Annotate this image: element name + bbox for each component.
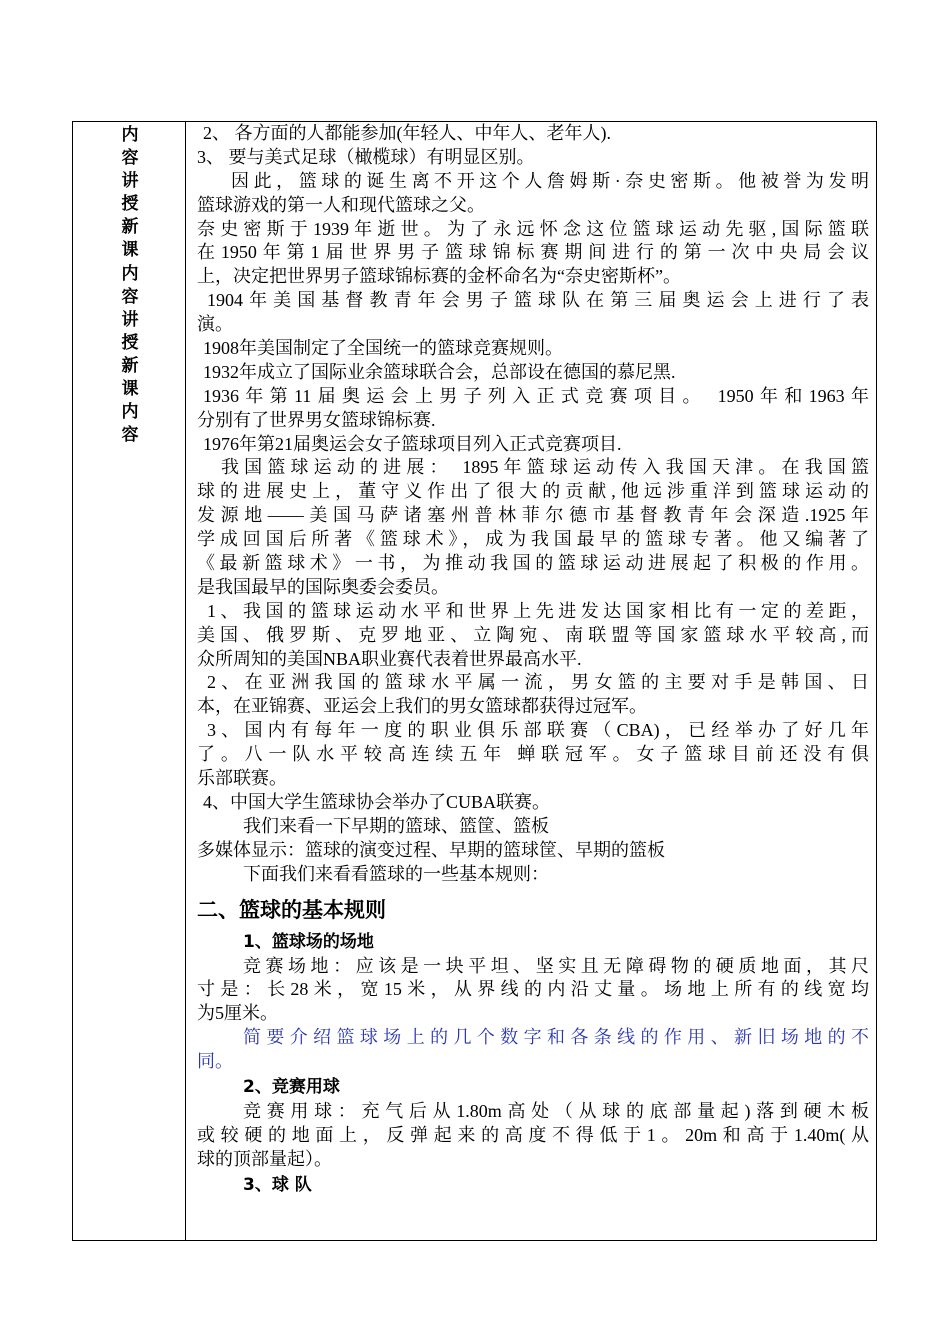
paragraph	[197, 456, 869, 599]
text-line: 1932年成立了国际业余篮球联合会，总部设在德国的慕尼黑.	[203, 361, 676, 382]
text-line: 在1950年第1届世界男子篮球锦标赛期间进行的第一次中央局会议	[197, 242, 869, 263]
paragraph	[197, 218, 869, 290]
text-line: 1976年第21届奥运会女子篮球项目列入正式竞赛项目.	[203, 433, 622, 454]
paragraph	[197, 600, 869, 672]
text-line: 发源地——美国马萨诸塞州普林菲尔德市基督教青年会深造.1925年	[197, 505, 869, 526]
paragraph	[197, 1026, 869, 1074]
intro-paragraphs	[197, 122, 869, 887]
side-label-char: 讲	[121, 171, 139, 192]
text-line: 是我国最早的国际奥委会委员。	[197, 576, 449, 597]
text-line: 我国篮球运动的进展： 1895年篮球运动传入我国天津。在我国篮	[221, 457, 869, 478]
text-line: 演。	[197, 314, 233, 335]
court-paragraphs	[197, 955, 869, 1074]
text-line: 学成回国后所著《篮球术》，成为我国最早的篮球专著。他又编著了	[197, 529, 869, 550]
side-label-cell	[73, 122, 186, 1240]
ball-paragraphs	[197, 1100, 869, 1172]
text-line: 了。八一队水平较高连续五年 蝉联冠军。女子篮球目前还没有俱	[197, 744, 869, 765]
text-line: 美国、俄罗斯、克罗地亚、立陶宛、南联盟等国家篮球水平较高,而	[197, 624, 869, 645]
paragraph	[197, 863, 869, 887]
text-line: 篮球游戏的第一人和现代篮球之父。	[197, 194, 485, 215]
lesson-table	[72, 121, 877, 1241]
text-line: 分别有了世界男女篮球锦标赛.	[197, 409, 436, 430]
paragraph	[197, 815, 869, 839]
paragraph	[197, 289, 869, 337]
side-label-char: 课	[121, 240, 139, 261]
text-line: 2、在亚洲我国的篮球水平属一流，男女篮的主要对手是韩国、日	[207, 672, 869, 693]
side-label-char: 容	[121, 286, 139, 307]
text-line: 1904年美国基督教青年会男子篮球队在第三届奥运会上进行了表	[207, 290, 869, 311]
text-line: 球的顶部量起）。	[197, 1148, 332, 1169]
paragraph	[197, 170, 869, 218]
text-line: 3、 要与美式足球（橄榄球）有明显区别。	[197, 146, 535, 167]
text-line: 1936年第11届奥运会上男子列入正式竞赛项目。 1950年和1963年	[203, 385, 869, 406]
text-line: 1、我国的篮球运动水平和世界上先进发达国家相比有一定的差距，	[207, 600, 869, 621]
text-line: 1908年美国制定了全国统一的篮球竞赛规则。	[203, 338, 563, 359]
text-line: 我们来看一下早期的篮球、篮筐、篮板	[243, 815, 549, 836]
text-line: 因此，篮球的诞生离不开这个人詹姆斯·奈史密斯。他被誉为发明	[231, 170, 869, 191]
text-line: 奈史密斯于1939年逝世。为了永远怀念这位篮球运动先驱,国际篮联	[197, 218, 869, 239]
side-label-char: 新	[121, 217, 139, 238]
paragraph	[197, 791, 869, 815]
subsection-title-team: 3、球 队	[243, 1174, 312, 1195]
paragraph	[197, 433, 869, 457]
text-line: 为5厘米。	[197, 1003, 278, 1024]
side-label-char: 内	[121, 125, 139, 145]
paragraph	[197, 122, 869, 146]
text-line: 上，决定把世界男子篮球锦标赛的金杯命名为“奈史密斯杯”。	[197, 266, 681, 287]
side-label-char: 讲	[121, 309, 139, 330]
text-line: 3、国内有每年一度的职业俱乐部联赛（CBA)，已经举办了好几年	[207, 720, 869, 741]
side-label-char: 内	[121, 263, 139, 284]
side-label-char: 容	[121, 425, 139, 446]
text-line: 乐部联赛。	[197, 768, 287, 789]
text-line: 多媒体显示：篮球的演变过程、早期的篮球筐、早期的篮板	[197, 839, 665, 860]
paragraph	[197, 1100, 869, 1172]
text-line: 2、 各方面的人都能参加(年轻人、中年人、老年人).	[203, 123, 611, 143]
text-line: 众所周知的美国NBA职业赛代表着世界最高水平.	[197, 648, 582, 669]
paragraph	[197, 719, 869, 791]
text-line: 竞赛场地：应该是一块平坦、坚实且无障碍物的硬质地面，其尺	[243, 955, 869, 976]
text-line: 《最新篮球术》一书，为推动我国的篮球运动进展起了积极的作用。	[197, 553, 869, 574]
paragraph	[197, 955, 869, 1027]
side-label-char: 授	[121, 332, 139, 353]
paragraph	[197, 839, 869, 863]
section-title: 二、篮球的基本规则	[197, 897, 386, 922]
paragraph	[197, 671, 869, 719]
paragraph	[197, 337, 869, 361]
paragraph	[197, 361, 869, 385]
paragraph	[197, 146, 869, 170]
subsection-title-ball: 2、竞赛用球	[243, 1076, 340, 1097]
text-line: 球的进展史上，董守义作出了很大的贡献,他远涉重洋到篮球运动的	[197, 481, 869, 502]
side-label-char: 新	[121, 355, 139, 376]
side-label-char: 容	[121, 148, 139, 169]
text-line: 4、中国大学生篮球协会举办了CUBA联赛。	[203, 791, 551, 812]
text-line: 或较硬的地面上，反弹起来的高度不得低于1。20m和高于1.40m(从	[197, 1124, 869, 1145]
text-line: 同。	[197, 1051, 233, 1072]
side-label-char: 内	[121, 402, 139, 423]
text-line: 竞赛用球：充气后从1.80m高处（从球的底部量起)落到硬木板	[243, 1100, 869, 1121]
text-line: 寸是：长28米，宽15米，从界线的内沿丈量。场地上所有的线宽均	[197, 979, 869, 1000]
content-cell	[197, 122, 869, 1198]
side-label-char: 授	[121, 194, 139, 215]
paragraph	[197, 385, 869, 433]
text-line: 简要介绍篮球场上的几个数字和各条线的作用、新旧场地的不	[243, 1027, 869, 1048]
text-line: 下面我们来看看篮球的一些基本规则：	[243, 863, 549, 884]
subsection-title-court: 1、篮球场的场地	[243, 931, 374, 952]
side-label-char: 课	[121, 379, 139, 400]
text-line: 本，在亚锦赛、亚运会上我们的男女篮球都获得过冠军。	[197, 696, 647, 717]
side-label	[113, 124, 147, 447]
